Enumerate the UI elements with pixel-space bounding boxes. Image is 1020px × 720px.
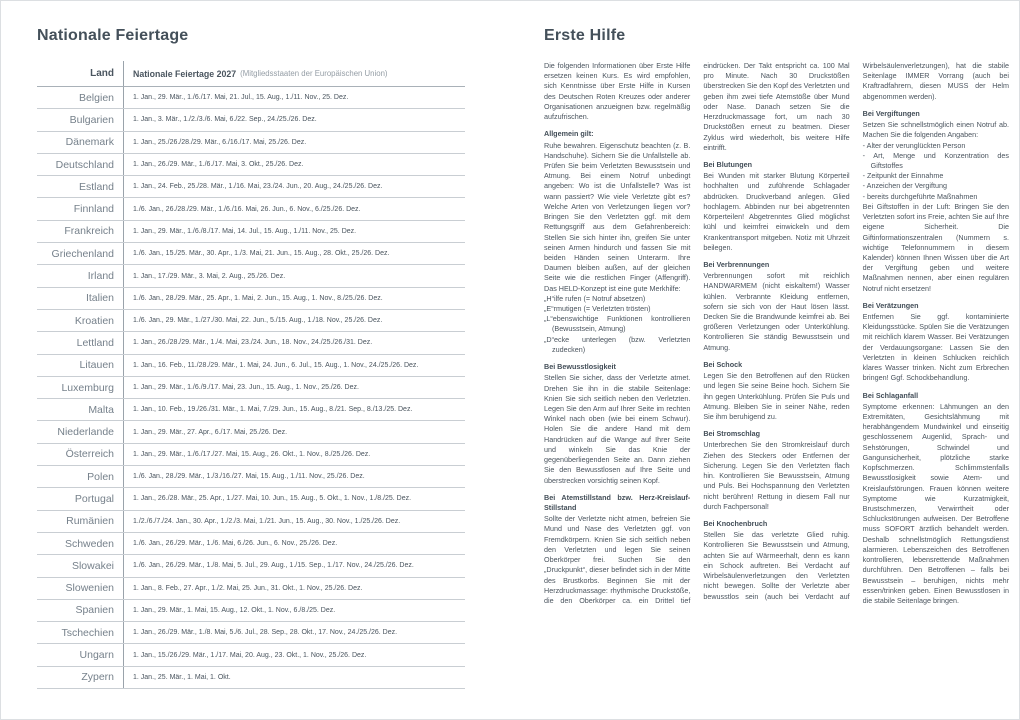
holiday-dates: 1. Jan., 24. Feb., 25./28. Mär., 1./16. Mai, 23./24. Jun., 20. Aug., 24./25./26. Dez. xyxy=(123,176,465,197)
table-row xyxy=(37,600,465,622)
first-aid-section xyxy=(703,160,849,253)
section-heading: Bei Atemstillstand bzw. Herz-Kreislauf-Stillstand xyxy=(544,492,691,512)
country-name: Belgien xyxy=(78,91,114,104)
table-row xyxy=(37,644,465,666)
list-item: „E“rmutigen (= Verletzten trösten) xyxy=(544,304,651,314)
country-name: Bulgarien xyxy=(69,113,114,126)
section-heading: Bei Schock xyxy=(703,359,743,369)
col-header-holidays-note: (Mitgliedsstaaten der Europäischen Union) xyxy=(240,69,388,78)
list-item: - bereits durchgeführte Maßnahmen xyxy=(862,191,978,201)
holiday-table xyxy=(37,61,465,689)
first-aid-section xyxy=(703,360,849,422)
holiday-dates: 1. Jan., 29. Mär., 1./6./17./27. Mai, 15. Aug., 26. Okt., 1. Nov., 8./25./26. Dez. xyxy=(123,444,465,465)
table-row xyxy=(37,288,465,310)
holiday-dates: 1./6. Jan., 28./29. Mär., 1./3./16./27. Mai, 15. Aug., 1./11. Nov., 25./26. Dez. xyxy=(123,466,465,487)
first-aid-section xyxy=(544,362,690,486)
holiday-dates: 1. Jan., 29. Mär., 27. Apr., 6./17. Mai, 25./26. Dez. xyxy=(123,421,465,442)
country-name: Spanien xyxy=(75,604,114,617)
section-heading: Bei Knochenbruch xyxy=(703,518,768,528)
holiday-dates: 1. Jan., 3. Mär., 1./2./3./6. Mai, 6./22. Sep., 24./25./26. Dez. xyxy=(123,109,465,130)
first-aid-columns xyxy=(544,61,1009,607)
paragraph: Entfernen Sie ggf. kontaminierte Kleidungsstücke. Spülen Sie die Verätzungen mit reichlich klarem Wasser. Bei Verätzungen der Verdauungsorgane: Lassen Sie den Verletzten in kleinen Schlucken reichlich klares Wasser trinken. Nicht zum Erbrechen bringen! Ggf. Schockbehandlung. xyxy=(862,312,1009,383)
holiday-dates: 1. Jan., 29. Mär., 1./6./9./17. Mai, 23. Jun., 15. Aug., 1. Nov., 25./26. Dez. xyxy=(123,377,465,398)
list-item: „H“ilfe rufen (= Notruf absetzen) xyxy=(544,293,646,303)
list-item: - Alter der verunglückten Person xyxy=(862,140,966,150)
first-aid-section xyxy=(544,129,690,355)
first-aid-section xyxy=(544,61,690,122)
section-heading: Bei Vergiftungen xyxy=(862,108,920,118)
holiday-dates: 1. Jan., 25. Mär., 1. Mai, 1. Okt. xyxy=(123,667,465,688)
first-aid-section xyxy=(863,109,1009,294)
holiday-dates: 1. Jan., 26./29. Mär., 1./8. Mai, 5./6. Jul., 28. Sep., 28. Okt., 17. Nov., 24./25./26. Dez. xyxy=(123,622,465,643)
table-row xyxy=(37,444,465,466)
holiday-dates: 1. Jan., 29. Mär., 1./6./17. Mai, 21. Jul., 15. Aug., 1./11. Nov., 25. Dez. xyxy=(123,87,465,108)
list-item: - Art, Menge und Konzentration des Giftstoffes xyxy=(862,150,1009,170)
holiday-dates: 1. Jan., 29. Mär., 1. Mai, 15. Aug., 12. Okt., 1. Nov., 6./8./25. Dez. xyxy=(123,600,465,621)
holiday-dates: 1. Jan., 25./26./28./29. Mär., 6./16./17. Mai, 25./26. Dez. xyxy=(123,132,465,153)
table-row xyxy=(37,221,465,243)
holiday-dates: 1./6. Jan., 15./25. Mär., 30. Apr., 1./3. Mai, 21. Jun., 15. Aug., 28. Okt., 25./26. Dez. xyxy=(123,243,465,264)
right-page-title: Erste Hilfe xyxy=(544,27,626,44)
country-name: Niederlande xyxy=(57,426,114,439)
table-row xyxy=(37,421,465,443)
paragraph: Die folgenden Informationen über Erste Hilfe ersetzen keinen Kurs. Es wird empfohlen, sich Kenntnisse über Erste Hilfe in Kursen des Deutschen Roten Kreuzes oder anderer Organisationen anzueignen bzw. regelmäßig aufzufrischen. xyxy=(544,61,691,122)
left-page xyxy=(37,27,465,689)
country-name: Rumänien xyxy=(66,515,114,528)
country-name: Zypern xyxy=(81,671,114,684)
table-row xyxy=(37,555,465,577)
country-name: Polen xyxy=(87,470,114,483)
first-aid-section xyxy=(863,301,1009,384)
holiday-dates: 1. Jan., 8. Feb., 27. Apr., 1./2. Mai, 25. Jun., 31. Okt., 1. Nov., 25./26. Dez. xyxy=(123,578,465,599)
table-row xyxy=(37,176,465,198)
country-name: Italien xyxy=(85,292,114,305)
country-name: Luxemburg xyxy=(61,381,114,394)
left-page-title: Nationale Feiertage xyxy=(37,27,189,44)
table-row xyxy=(37,511,465,533)
holiday-dates: 1./6. Jan., 26./28./29. Mär., 1./6./16. Mai, 26. Jun., 6. Nov., 6./25./26. Dez. xyxy=(123,198,465,219)
table-row xyxy=(37,488,465,510)
country-name: Irland xyxy=(87,270,114,283)
table-row xyxy=(37,265,465,287)
first-aid-section xyxy=(703,260,849,353)
section-heading: Bei Blutungen xyxy=(703,159,753,169)
table-row xyxy=(37,332,465,354)
section-heading: Bei Verbrennungen xyxy=(703,259,770,269)
list-item: - Anzeichen der Vergiftung xyxy=(862,181,947,191)
holiday-dates: 1. Jan., 16. Feb., 11./28./29. Mär., 1. Mai, 24. Jun., 6. Jul., 15. Aug., 1. Nov., 24./25./26. Dez. xyxy=(123,355,465,376)
table-row xyxy=(37,466,465,488)
section-heading: Bei Schlaganfall xyxy=(862,390,919,400)
table-row xyxy=(37,109,465,131)
paragraph: Sollte der Verletzte nicht atmen, befreien Sie Mund und Nase des Verletzten ggf. von Fremdkörpern. Knien Sie sich seitlich neben den Verletzten und legen Sie seinen Oberkörper frei. Suchen Sie den „Druckpunkt“, dieser befindet sich in der Mitte des Brustkorbs. Beginnen Sie mit der Herzdruckmassage: rhythmische Druckstöße, die den Oberkörper ca. ein Drittel tief eindrücken. Der Takt entspricht ca. 100 Mal pro Minute. Nach 30 Druckstößen überstrecken Sie den Kopf des Verletzten und geben ihm zwei tiefe Atemstöße über Mund oder Nase. Danach setzen Sie die Herzdruckmassage fort, um nach 30 Druckstößen erneut zu beatmen. Dieser Zyklus wird wiederholt, bis weitere Hilfe eintrifft. xyxy=(544,61,850,605)
country-name: Griechenland xyxy=(51,247,114,260)
table-row xyxy=(37,198,465,220)
country-name: Deutschland xyxy=(55,158,114,171)
country-name: Tschechien xyxy=(61,626,114,639)
section-heading: Bei Stromschlag xyxy=(703,429,761,439)
first-aid-section xyxy=(703,429,849,512)
country-name: Slowakei xyxy=(71,559,114,572)
holiday-table-rows xyxy=(37,87,465,689)
country-name: Kroatien xyxy=(74,314,114,327)
holiday-dates: 1./6. Jan., 26./29. Mär., 1./6. Mai, 6./26. Jun., 6. Nov., 25./26. Dez. xyxy=(123,533,465,554)
holiday-dates: 1. Jan., 15./26./29. Mär., 1./17. Mai, 20. Aug., 23. Okt., 1. Nov., 25./26. Dez. xyxy=(123,644,465,665)
paragraph: Verbrennungen sofort mit reichlich HANDWARMEM (nicht eiskaltem!) Wasser kühlen. Verbrannte Kleidung entfernen, sofern sie sich von der Haut lösen lässt. Decken Sie die Brandwunde keimfrei ab. Bei größeren Verletzungen oder Unterkühlung. Kontrollieren Sie ständig Bewusstsein und Atmung. xyxy=(703,271,850,352)
section-heading: Bei Verätzungen xyxy=(862,300,919,310)
list-item: „L“ebenswichtige Funktionen kontrollieren (Bewusstsein, Atmung) xyxy=(544,314,691,334)
first-aid-section xyxy=(863,391,1009,607)
country-name: Malta xyxy=(88,403,114,416)
right-page xyxy=(544,27,1009,607)
holiday-dates: 1./6. Jan., 28./29. Mär., 25. Apr., 1. Mai, 2. Jun., 15. Aug., 1. Nov., 8./25./26. Dez. xyxy=(123,288,465,309)
table-row xyxy=(37,355,465,377)
table-row xyxy=(37,667,465,689)
holiday-dates: 1. Jan., 26./28./29. Mär., 1./4. Mai, 23./24. Jun., 18. Nov., 24./25./26./31. Dez. xyxy=(123,332,465,353)
table-row xyxy=(37,377,465,399)
country-name: Portugal xyxy=(74,492,114,505)
country-name: Slowenien xyxy=(65,582,114,595)
paragraph: Setzen Sie schnellstmöglich einen Notruf ab. Machen Sie die folgenden Angaben: xyxy=(862,120,1009,140)
paragraph: Legen Sie den Betroffenen auf den Rücken und legen Sie seine Beine hoch. Sichern Sie ihn gegen Unterkühlung. Prüfen Sie Puls und Atmung. Bleiben Sie in seiner Nähe, reden Sie ihm beruhigend zu. xyxy=(703,371,850,421)
paragraph: Stellen Sie das verletzte Glied ruhig. Kontrollieren Sie Bewusstsein und Atmung, achten Sie auf Wärmeerhalt, denn es kann ein Schock auftreten. Bei Verdacht auf Wirbelsäulenverletzungen den Verletzten nicht bewegen. Sollte der Verletzte aber bewusstlos sein (auch bei Verdacht auf Wirbelsäulenverletzungen), hat die stabile Seitenlage IMMER Vorrang (auch bei Kraftradfahrern, diesen MUSS der Helm abgenommen werden). xyxy=(703,61,1009,601)
col-header-holidays-title: Nationale Feiertage 2027 xyxy=(133,68,237,79)
list-item: - Zeitpunkt der Einnahme xyxy=(862,171,944,181)
table-row xyxy=(37,154,465,176)
holiday-dates: 1. Jan., 17./29. Mär., 3. Mai, 2. Aug., 25./26. Dez. xyxy=(123,265,465,286)
country-name: Dänemark xyxy=(65,136,114,149)
table-row xyxy=(37,310,465,332)
country-name: Lettland xyxy=(76,336,114,349)
country-name: Schweden xyxy=(64,537,114,550)
holiday-dates: 1./6. Jan., 26./29. Mär., 1./8. Mai, 5. Jul., 29. Aug., 1./15. Sep., 1./17. Nov., 24./25./26. Dez. xyxy=(123,555,465,576)
col-header-holidays xyxy=(123,61,465,86)
country-name: Estland xyxy=(78,180,114,193)
paragraph: Bei Giftstoffen in der Luft: Bringen Sie den Verletzten sofort ins Freie, achten Sie auf Ihre eigene Sicherheit. Die Giftinformationszentralen (Nummern s. wichtige Telefonnummern in diesem Kalender) können Ihnen Wissen über die Art der Vergiftung geben und weitere Maßnahmen nennen, aber einen regulären Notruf nicht ersetzen! xyxy=(862,201,1009,293)
table-row xyxy=(37,622,465,644)
country-name: Finnland xyxy=(73,203,114,216)
table-row xyxy=(37,399,465,421)
section-heading: Allgemein gilt: xyxy=(544,129,594,139)
holiday-dates: 1. Jan., 26./28. Mär., 25. Apr., 1./27. Mai, 10. Jun., 15. Aug., 5. Okt., 1. Nov., 1./8./25. Dez. xyxy=(123,488,465,509)
paragraph: Unterbrechen Sie den Stromkreislauf durch Ziehen des Steckers oder Entfernen der Sicherung. Legen Sie den Verletzten flach hin. Kontrollieren Sie Bewusstsein, Atmung und Puls. Bei Hochspannung den Verletzten nicht berühren! Rettung in diesem Fall nur durch Fachpersonal! xyxy=(703,440,850,511)
table-row xyxy=(37,243,465,265)
holiday-dates: 1. Jan., 29. Mär., 1./6./8./17. Mai, 14. Jul., 15. Aug., 1./11. Nov., 25. Dez. xyxy=(123,221,465,242)
holiday-dates: 1./6. Jan., 29. Mär., 1./27./30. Mai, 22. Jun., 5./15. Aug., 1./18. Nov., 25./26. Dez. xyxy=(123,310,465,331)
country-name: Österreich xyxy=(65,448,114,461)
paragraph: Stellen Sie sicher, dass der Verletzte atmet. Drehen Sie ihn in die stabile Seitenlage: Knien Sie sich seitlich neben den Verletzten. Legen Sie den Arm auf Ihrer Seite im rechten Winkel nach oben (wie bei einem Schwur). Holen Sie die andere Hand mit dem Handrücken auf die Wange auf Ihrer Seite und winkeln Sie das Knie der gegenüberliegenden Seite an. Dann ziehen Sie den Bewusstlosen auf Ihre Seite und überstrecken vorsichtig seinen Kopf. xyxy=(544,373,691,485)
country-name: Frankreich xyxy=(64,225,114,238)
list-item: „D“ecke unterlegen (bzw. Verletzten zudecken) xyxy=(544,334,691,354)
holiday-dates: 1./2./6./7./24. Jan., 30. Apr., 1./2./3. Mai, 1./21. Jun., 15. Aug., 30. Nov., 1./25./26. Dez. xyxy=(123,511,465,532)
holiday-dates: 1. Jan., 10. Feb., 19./26./31. Mär., 1. Mai, 7./29. Jun., 15. Aug., 8./21. Sep., 8./13./25. Dez. xyxy=(123,399,465,420)
country-name: Litauen xyxy=(79,359,114,372)
section-heading: Bei Bewusstlosigkeit xyxy=(544,362,616,372)
country-name: Ungarn xyxy=(79,649,114,662)
col-header-land: Land xyxy=(90,68,114,79)
paragraph: Bei Wunden mit starker Blutung Körperteil hochhalten und zuführende Schlagader abdrücken. Druckverband anlegen. Glied hochlagern. Abbinden nur bei abgetrennten Körperteilen! Abgetrenntes Glied möglichst kühl und keimfrei einwickeln und dem Krankentransport mitgeben. Notiz mit Uhrzeit beilegen. xyxy=(703,171,850,252)
table-row xyxy=(37,132,465,154)
table-row xyxy=(37,87,465,109)
holiday-dates: 1. Jan., 26./29. Mär., 1./6./17. Mai, 3. Okt., 25./26. Dez. xyxy=(123,154,465,175)
paragraph: Symptome erkennen: Lähmungen an den Extremitäten, Gesichtslähmung mit herabhängendem Mundwinkel und einseitig geschlossenem Augenlid, Sprach- und Sehstörungen, Schwindel und Gangunsicherheit, plötzliche starke Kopfschmerzen. Schlimmstenfalls Bewusstlosigkeit sowie Atem- und Kreislaufstörungen. Frauen können weitere Symptome wie Kurzatmigkeit, Brustschmerzen, Verwirrtheit oder Schluckstörungen aufweisen. Der Betroffene muss SOFORT ärztlich behandelt werden. Deshalb schnellstmöglich Rettungsdienst alarmieren. Lebenszeichen des Betroffenen kontrollieren, lebensrettende Maßnahmen durchführen. Den Betroffenen – falls bei Bewusstsein – beruhigen, nichts mehr essen/trinken geben. Einen Bewusstlosen in die stabile Seitenlage bringen. xyxy=(862,401,1009,605)
paragraph: Ruhe bewahren. Eigenschutz beachten (z. B. Handschuhe). Sichern Sie die Unfallstelle ab. Prüfen Sie beim Verletzten Bewusstsein und Atmung. Bei einem Notruf unbedingt angeben: Wo ist die Unfallstelle? Was ist wann passiert? Wie viele Verletzte gibt es? Welche Arten von Verletzungen liegen vor? Bringen Sie den Verletzten ggf. mit dem Rettungsgriff aus dem Gefahrenbereich: Stellen Sie sich hinter ihn, greifen Sie unter seinen Armen hindurch und fassen Sie mit beiden Händen seinen Unterarm. Ihre Daumen bleiben außen, auf der gleichen Seite wie die restlichen Finger (Affengriff). Das HELD-Konzept ist eine gute Merkhilfe: xyxy=(544,140,691,293)
table-row xyxy=(37,578,465,600)
table-header xyxy=(37,61,465,87)
table-row xyxy=(37,533,465,555)
